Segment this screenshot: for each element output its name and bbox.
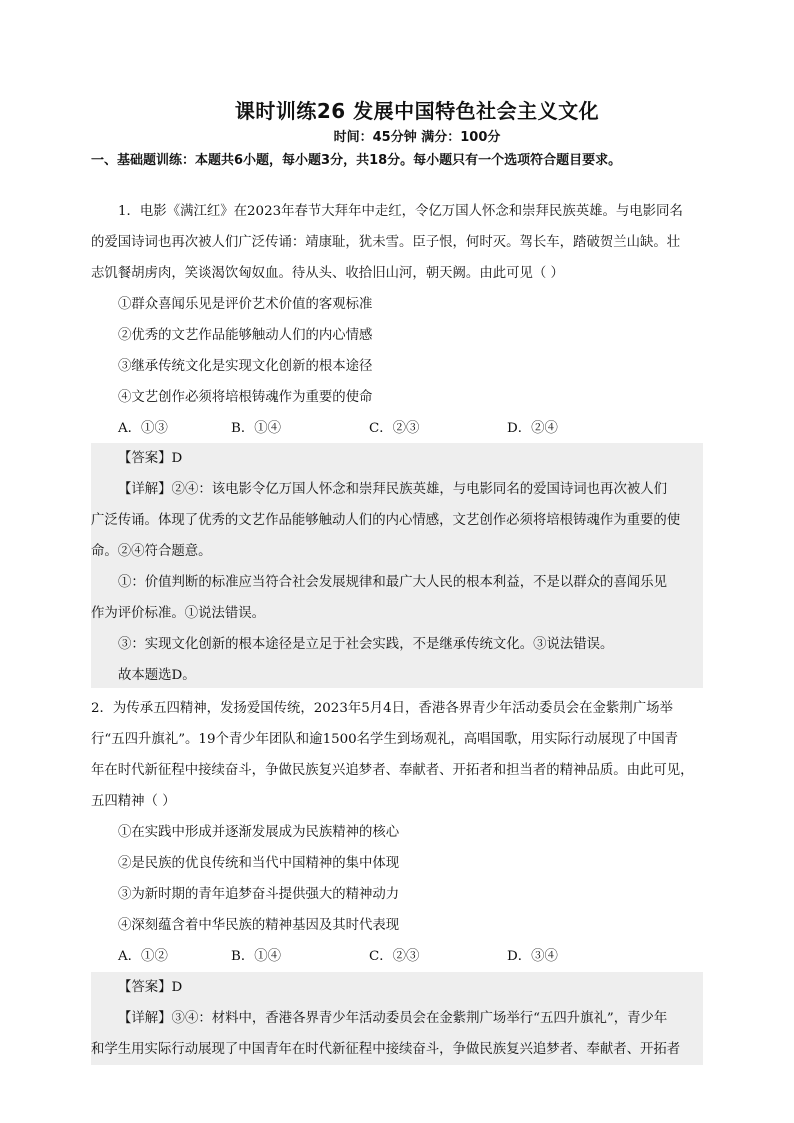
analysis-line: 【详解】③④：材料中，香港各界青少年活动委员会在金紫荆广场举行“五四升旗礼”，青少年 [118,1011,668,1026]
answer-label: 【答案】D [118,451,183,466]
question-1-answer-block [91,443,703,688]
section-heading: 一、基础题训练：本题共6小题，每小题3分，共18分。每小题只有一个选项符合题目要求。 [91,153,622,168]
analysis-line: 广泛传诵。体现了优秀的文艺作品能够触动人们的内心情感，文艺创作必须将培根铸魂作为重要的使 [91,513,681,528]
question-2-stem-line: 年在时代新征程中接续奋斗，争做民族复兴追梦者、奉献者、开拓者和担当者的精神品质。由此可见， [91,763,694,778]
question-1 [91,196,703,444]
question-2-option: ④深刻蕴含着中华民族的精神基因及其时代表现 [118,918,400,933]
choice-b: B．①④ [231,949,282,964]
choice-d: D．②④ [507,421,558,436]
choice-a: A．①③ [118,421,168,436]
question-1-stem-line: 的爱国诗词也再次被人们广泛传诵：靖康耻，犹未雪。臣子恨，何时灭。驾长车，踏破贺兰山缺。壮 [91,235,681,250]
analysis-line: 作为评价标准。①说法错误。 [91,606,266,621]
choice-c: C．②③ [369,421,420,436]
choice-d: D．③④ [507,949,558,964]
analysis-line: 命。②④符合题意。 [91,544,212,559]
question-1-option: ①群众喜闻乐见是评价艺术价值的客观标准 [118,297,373,312]
question-2-stem-line: 行“五四升旗礼”。19个青少年团队和逾1500名学生到场观礼，高唱国歌，用实际行动展现了中国青 [91,732,679,747]
question-2-answer-block [91,972,703,1065]
analysis-line: 和学生用实际行动展现了中国青年在时代新征程中接续奋斗，争做民族复兴追梦者、奉献者、开拓者 [91,1042,681,1057]
question-1-stem-line: 志饥餐胡虏肉，笑谈渴饮匈奴血。待从头、收拾旧山河，朝天阙。由此可见（ ） [91,266,564,281]
question-1-stem-line: 1．电影《满江红》在2023年春节大拜年中走红，令亿万国人怀念和崇拜民族英雄。与电影同名 [118,204,683,219]
question-1-choices [91,413,703,444]
page-title: 课时训练26 发展中国特色社会主义文化 [234,99,600,123]
time-score-line: 时间：45分钟 满分：100分 [333,130,501,145]
question-2-option: ①在实践中形成并逐渐发展成为民族精神的核心 [118,825,400,840]
question-2-choices [91,941,703,972]
question-1-option: ②优秀的文艺作品能够触动人们的内心情感 [118,328,373,343]
answer-label: 【答案】D [118,980,183,995]
choice-a: A．①② [118,949,168,964]
choice-c: C．②③ [369,949,420,964]
question-2-option: ②是民族的优良传统和当代中国精神的集中体现 [118,856,400,871]
question-2-option: ③为新时期的青年追梦奋斗提供强大的精神动力 [118,887,400,902]
question-2-stem-line: 五四精神（ ） [91,794,176,809]
choice-b: B．①④ [231,421,282,436]
question-2 [91,693,703,972]
analysis-line: 故本题选D。 [118,668,196,683]
question-1-option: ④文艺创作必须将培根铸魂作为重要的使命 [118,390,373,405]
analysis-line: ③：实现文化创新的根本途径是立足于社会实践，不是继承传统文化。③说法错误。 [118,637,614,652]
question-1-option: ③继承传统文化是实现文化创新的根本途径 [118,359,373,374]
analysis-line: ①：价值判断的标准应当符合社会发展规律和最广大人民的根本利益，不是以群众的喜闻乐见 [118,575,668,590]
question-2-stem-line: 2．为传承五四精神，发扬爱国传统，2023年5月4日，香港各界青少年活动委员会在金紫荆广场举 [91,701,673,716]
analysis-line: 【详解】②④：该电影令亿万国人怀念和崇拜民族英雄，与电影同名的爱国诗词也再次被人们 [118,482,668,497]
